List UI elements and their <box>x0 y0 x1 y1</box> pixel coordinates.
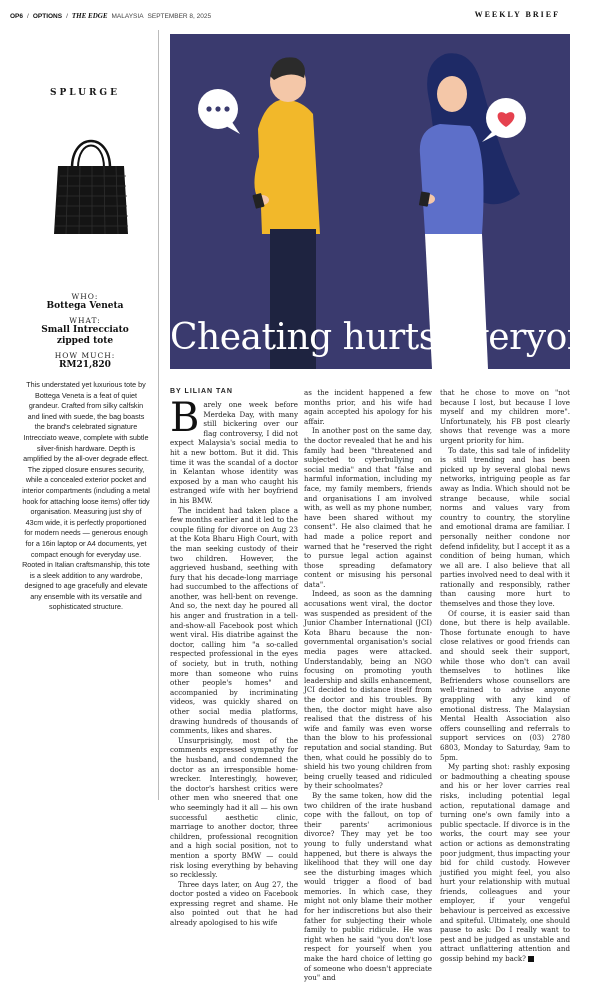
product-description: This understated yet luxurious tote by Bottega Veneta is a feat of quiet grandeur. Crafted from silky calfskin and lined with suede, the bag boasts the brand's celebrated signature Intrecciato weave, complete with subtle silver-finish hardware. Depth is amplified by the all-over degrade effect. The zipped closure ensures security, while a concealed exterior pocket and interior compartments (including a metal hook for attaching loose items) offer tidy organisation. Measuring just shy of 43cm wide, it is perfectly proportioned for modern needs — generous enough for a 16in laptop or A4 documents, yet compact enough for everyday use. Rooted in Italian craftsmanship, this tote is a sleek addition to any wardrobe, designed to age gracefully and elevate any ensemble with its versatile and sophisticated structure. <box>22 380 150 612</box>
ellipsis-bubble-icon <box>198 89 240 134</box>
article-column-2 <box>304 388 432 983</box>
paragraph: that he chose to move on "not because I lost, but because I love myself and my children more". Unfortunately, his FB post clearly shows that revenge was a more urgent priority for him. <box>440 388 570 445</box>
paragraph: Of course, it is easier said than done, but there is help available. Those fortunate enough to have close relatives or good friends can and should seek their support, while those who don't can avail themselves to hotlines like Befrienders whose counsellors are well-trained to advise anyone grappling with any kind of emotional distress. The Malaysian Mental Health Association also offers counselling and referrals to support services on (03) 2780 6803, Monday to Saturday, 9am to 5pm. <box>440 608 570 762</box>
publication-brand: THE EDGE <box>71 12 108 20</box>
article-column-1 <box>170 395 298 928</box>
tote-bag-image <box>52 128 130 238</box>
hero-illustration <box>170 34 610 369</box>
paragraph: Indeed, as soon as the damning accusations went viral, the doctor was suspended as president of the Junior Chamber International (JCI) Kota Bharu because the non-governmental organisation's social media pages were attacked. Understandably, being an NGO focusing on promoting youth leadership and skills enhancement, JCI decided to distance itself from the doctor and his troubles. By then, the doctor might have also realised that the distress of his wife and family was even worse than the blow to his professional reputation and social standing. But then, what could he possibly do to shield his two young children from being cruelly teased and ridiculed by their schoolmates? <box>304 589 432 791</box>
product-name-line1: Small Intrecciato <box>41 325 129 335</box>
price-block <box>0 351 170 371</box>
article-column-3 <box>440 388 570 964</box>
paragraph: My parting shot: rashly exposing or badmouthing a cheating spouse and his or her lover carries real risks, including potential legal action, reputational damage and turning one's own family into a public spectacle. If divorce is in the works, the court may see your action or actions as demonstrating poor judgment, thus impacting your bid for child custody. However justified you might feel, you also hurt your relationship with mutual friends, colleagues and your employer, if your vengeful behaviour is perceived as excessive and spiteful. Ultimately, one should pause to ask: Do I really want to pest and be judged as unstable and attract unflattering attention and gossip behind my back? <box>440 762 570 964</box>
issue-date: SEPTEMBER 8, 2025 <box>147 12 212 20</box>
paragraph: To date, this sad tale of infidelity is still trending and has been picked up by several global news networks, intriguing people as far away as India. Which should not be strange because, while social norms and values vary from country to country, the storyline and emotional drama are familiar. I personally neither condone nor defend infidelity, but I accept it as a condition of being human, which we all are. I also believe that all parties involved need to deal with it rationally and responsibly, rather than causing more hurt to themselves and those they love. <box>440 445 570 609</box>
who-block <box>0 292 170 312</box>
paragraph: In another post on the same day, the doctor revealed that he and his family had been "threatened and subjected to cyberbullying on social media" and that "false and harmful information, including my face, my family members, friends and organisations I am involved with, as well as my phone number, have been shared without my consent". He also claimed that he had made a police report and warned that he "reserved the right to pursue legal action against those spreading defamatory content or misusing his personal data". <box>304 426 432 589</box>
publication-edition: MALAYSIA <box>111 12 144 20</box>
section-name: OPTIONS <box>32 12 63 20</box>
column-divider <box>158 30 159 800</box>
page-number: OP6 <box>10 12 24 20</box>
price-label: HOW MUCH: <box>54 351 116 360</box>
paragraph: arely one week before Merdeka Day, with many still bickering over our flag controversy, I did not expect Malaysia's social media to hit a new bottom. But it did. This time it was the scandal of a doctor in Kelantan whose identity was exposed by a man who caught his estranged wife with her boyfriend in his BMW. <box>170 400 298 505</box>
paragraph: Unsurprisingly, most of the comments expressed sympathy for the husband, and condemned the doctor as an irresponsible home-wrecker. Interestingly, however, the doctor's harshest critics were other men who sneered that one who seemingly had it all — his own successful aesthetic clinic, marriage to another doctor, three children, professional recognition and a high social position, not to mention a sporty BMW — could risk losing everything by behaving so recklessly. <box>170 735 298 880</box>
section-title: WEEKLY BRIEF <box>474 10 560 19</box>
sidebar-heading: SPLURGE <box>50 88 120 98</box>
heart-bubble-icon <box>482 98 526 142</box>
article-byline: BY LILIAN TAN <box>170 388 233 395</box>
paragraph: Three days later, on Aug 27, the doctor posted a video on Facebook expressing regret and shame. He also pointed out that he had already apologised to his wife <box>170 879 298 928</box>
paragraph: The incident had taken place a few months earlier and it led to the couple filing for divorce on Aug 23 at the Kota Bharu High Court, with the man seeking custody of their two children. However, the aggrieved husband, seething with fury that his decade-long marriage had succumbed to the affections of another, was hell-bent on revenge. And so, the next day he poured all his anger and frustration in a tell-and-show-all Facebook post which went viral. His diatribe against the doctor, calling him "a so-called respected professional in the eyes of society, but in truth, nothing more than someone who ruins other people's homes" and accompanied by incriminating videos, was quickly shared on other social media platforms, drawing hundreds of thousands of comments, likes and shares. <box>170 505 298 736</box>
brand-name: Bottega Veneta <box>46 301 124 311</box>
price-value: RM21,820 <box>59 360 111 370</box>
end-mark-icon <box>528 956 534 962</box>
what-label: WHAT: <box>69 316 101 325</box>
paragraph: as the incident happened a few months prior, and his wife had again accepted his apology for his affair. <box>304 388 432 426</box>
who-label: WHO: <box>71 292 99 301</box>
header-left: OP6 / OPTIONS / THE EDGE MALAYSIA SEPTEMBER 8, 2025 <box>10 12 212 20</box>
article-headline: Cheating hurts everyone <box>170 317 610 358</box>
page-header <box>10 10 570 24</box>
product-name-line2: zipped tote <box>56 336 114 346</box>
splurge-sidebar <box>0 30 170 811</box>
what-block <box>0 316 170 347</box>
paragraph: By the same token, how did the two children of the irate husband cope with the fallout, on top of their parents' acrimonious divorce? They may yet be too young to fully understand what happened, but there is always the likelihood that they will one day see the disturbing images which would trigger a flood of bad memories. In which case, they might not only blame their mother for her indiscretions but also their father for subjecting their whole family to public ridicule. He was right when he said "you don't lose respect for yourself when you make the hard choice of letting go of someone who doesn't appreciate you" and <box>304 790 432 983</box>
drop-cap: B <box>170 395 200 441</box>
